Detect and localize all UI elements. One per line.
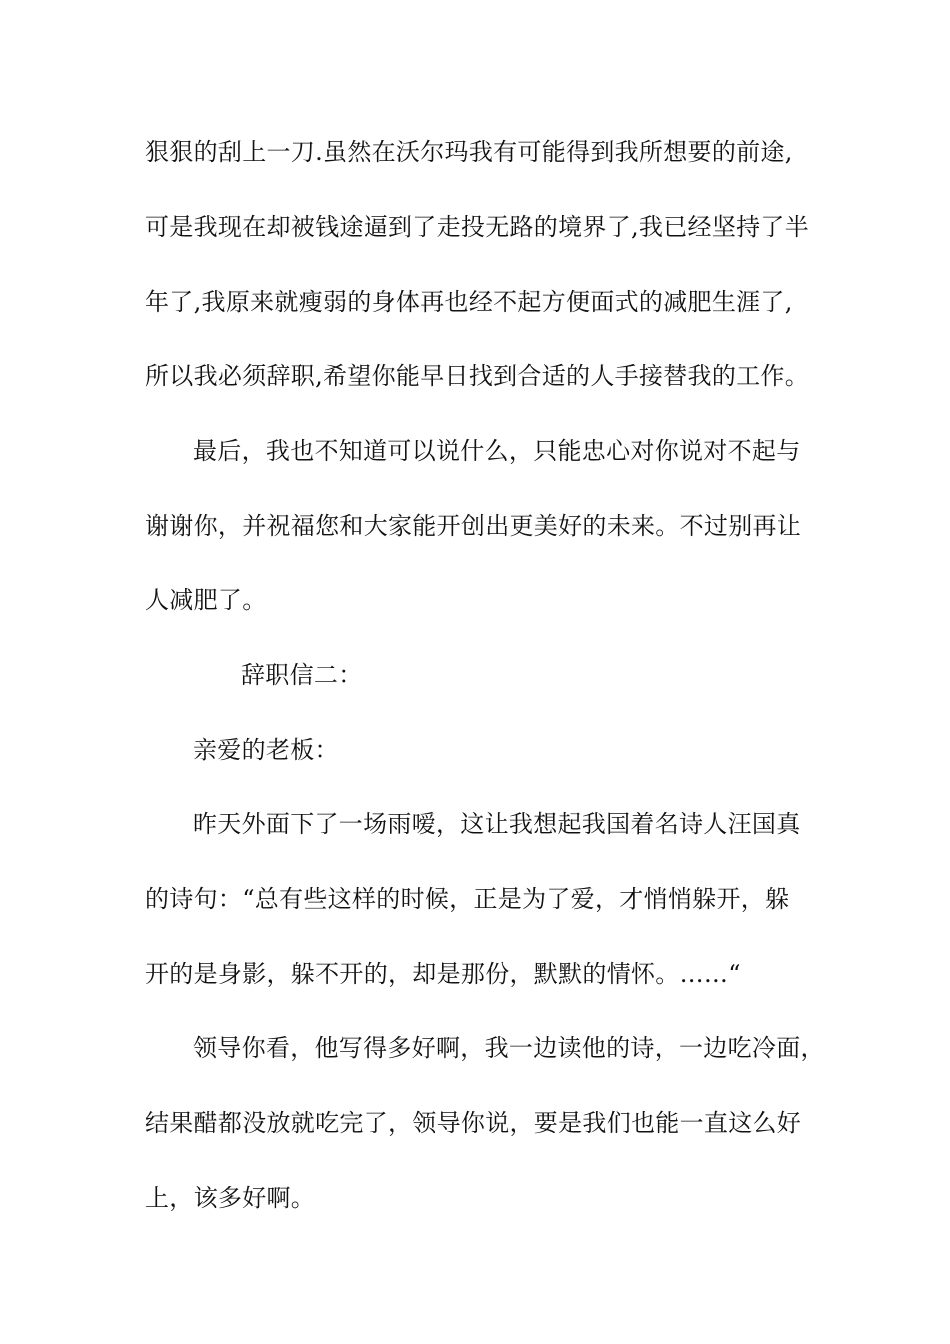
text-line: 谢谢你，并祝福您和大家能开创出更美好的未来。不过别再让: [145, 512, 802, 540]
text-line: 狠狠的刮上一刀.虽然在沃尔玛我有可能得到我所想要的前途,: [145, 138, 793, 166]
paragraph-start-line: 最后，我也不知道可以说什么，只能忠心对你说对不起与: [193, 437, 801, 465]
paragraph-start-line: 领导你看，他写得多好啊，我一边读他的诗，一边吃冷面，: [193, 1034, 825, 1062]
text-line: 开的是身影，躲不开的，却是那份，默默的情怀。……“: [145, 960, 741, 988]
text-line: 上，该多好啊。: [145, 1184, 316, 1212]
text-line: 可是我现在却被钱途逼到了走投无路的境界了,我已经坚持了半: [145, 213, 810, 241]
text-line: 所以我必须辞职,希望你能早日找到合适的人手接替我的工作。: [145, 362, 810, 390]
text-line: 结果醋都没放就吃完了，领导你说，要是我们也能一直这么好: [145, 1109, 802, 1137]
paragraph-start-line: 昨天外面下了一场雨嗳，这让我想起我国着名诗人汪国真: [193, 810, 801, 838]
text-line: 年了,我原来就瘦弱的身体再也经不起方便面式的减肥生涯了,: [145, 288, 793, 316]
section-heading: 辞职信二：: [241, 661, 363, 689]
text-line: 的诗句：“总有些这样的时候，正是为了爱，才悄悄躲开，躲: [145, 885, 790, 913]
text-line: 人减肥了。: [145, 586, 267, 614]
salutation: 亲爱的老板：: [193, 736, 339, 764]
